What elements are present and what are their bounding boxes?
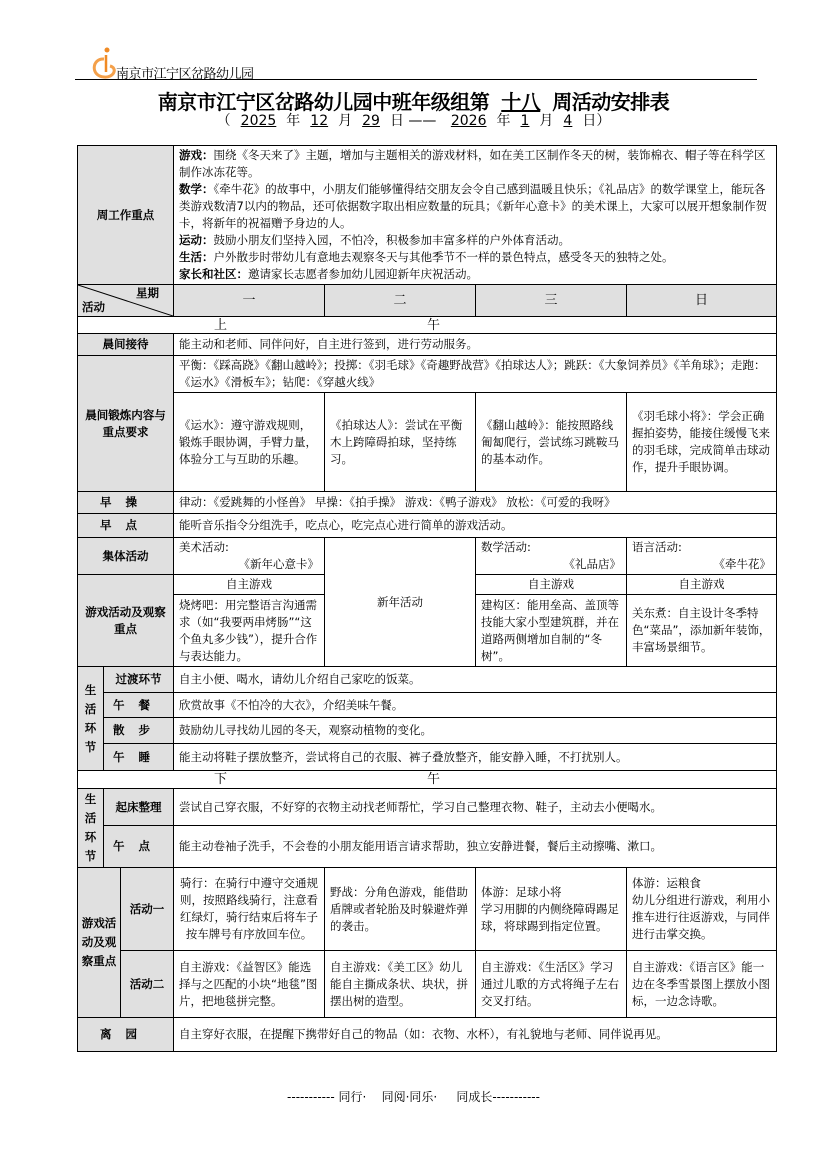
exercise-cell: 《翻山越岭》：能按照路线匍匐爬行，尝试练习跳鞍马的基本动作。 (476, 393, 627, 492)
schedule-table (77, 145, 777, 1052)
group-activity-label: 集体活动 (78, 538, 174, 575)
section-afternoon: 下午 (78, 771, 777, 789)
reception-label: 晨间接待 (78, 334, 174, 356)
life-row-text: 自主小便、喝水，请幼儿介绍自己家吃的饭菜。 (174, 667, 777, 693)
exercise-label: 晨间锻炼内容与重点要求 (78, 356, 174, 492)
exercise-cell: 《运水》：遵守游戏规则，锻炼手眼协调，手臂力量，体验分工与互助的乐趣。 (174, 393, 325, 492)
activity-2-label: 活动二 (121, 951, 174, 1018)
games-label: 游戏活动及观察重点 (78, 575, 174, 667)
footer-motto: ----------- 同行· 同阅·同乐· 同成长----------- (287, 1090, 540, 1104)
reception-text: 能主动和老师、同伴问好，自主进行签到，进行劳动服务。 (174, 334, 777, 356)
section-morning: 上午 (78, 317, 777, 334)
activity-cell: 自主游戏：《益智区》能选择与之匹配的小块“地毯”图片，把地毯拼完整。 (174, 951, 325, 1018)
day-1: 一 (174, 285, 325, 317)
activity-cell: 体游：足球小将 学习用脚的内侧绕障碍踢足球，将球踢到指定位置。 (476, 868, 627, 951)
group-activity-cell: 语言活动: 《牵牛花》 (627, 538, 777, 575)
activity-cell: 自主游戏：《美工区》幼儿能自主撕成条状、块状，拼摆出树的造型。 (325, 951, 476, 1018)
snack-label: 早点 (78, 514, 174, 538)
weekly-focus-item: 游戏：围绕《冬天来了》主题，增加与主题相关的游戏材料，如在美工区制作冬天的树，装饰棉衣、帽子等在科学区制作冰冻花等。 (179, 148, 766, 179)
game-cell: 建构区：能用垒高、盖顶等技能大家小型建筑群，并在道路两侧增加自制的“冬树”。 (476, 595, 627, 667)
life-row-text: 能主动将鞋子摆放整齐，尝试将自己的衣服、裤子叠放整齐，能安静入睡，不打扰别人。 (174, 744, 777, 771)
weekly-focus-item: 家长和社区：邀请家长志愿者参加幼儿园迎新年庆祝活动。 (179, 267, 479, 281)
activity-cell: 骑行：在骑行中遵守交通规则，按照路线骑行，注意看红绿灯，骑行结束后将车子按车牌号有序放回车位。 (174, 868, 325, 951)
page-title: 南京市江宁区岔路幼儿园中班年级组第 十八 周活动安排表 (157, 90, 670, 114)
life-row-label: 过渡环节 (104, 667, 174, 693)
life-row-label: 午点 (104, 826, 174, 868)
group-activity-cell: 数学活动: 《礼品店》 (476, 538, 627, 575)
game-cell: 烧烤吧：用完整语言沟通需求（如“我要两串烤肠”“这个鱼丸多少钱”），提升合作与表达能力。 (174, 595, 325, 667)
header-divider (75, 79, 757, 80)
life-row-text: 鼓励幼儿寻找幼儿园的冬天，观察动植物的变化。 (174, 718, 777, 744)
free-play-label: 自主游戏 (476, 575, 627, 595)
leave-text: 自主穿好衣服，在提醒下携带好自己的物品（如：衣物、水杯），有礼貌地与老师、同伴说再见。 (174, 1018, 777, 1052)
exercise-cell: 《羽毛球小将》：学会正确握拍姿势，能接住缓慢飞来的羽毛球，完成简单击球动作，提升手眼协调。 (627, 393, 777, 492)
life-label: 生活环节 (78, 789, 104, 868)
week-number: 十八 (501, 90, 541, 114)
drill-label: 早操 (78, 492, 174, 514)
weekly-focus-item: 运动：鼓励小朋友们坚持入园，不怕冷，积极参加丰富多样的户外体育活动。 (179, 233, 571, 247)
activity-cell: 体游：运粮食 幼儿分组进行游戏，利用小推车进行往返游戏，与同伴进行击掌交换。 (627, 868, 777, 951)
new-year-activity: 新年活动 (325, 538, 476, 667)
day-header-row (78, 285, 777, 317)
life-row-label: 午睡 (104, 744, 174, 771)
activity-1-label: 活动一 (121, 868, 174, 951)
drill-text: 律动：《爱跳舞的小怪兽》 早操：《拍手操》 游戏：《鸭子游戏》 放松：《可爱的我呀》 (174, 492, 777, 514)
snack-text: 能听音乐指令分组洗手，吃点心，吃完点心进行简单的游戏活动。 (174, 514, 777, 538)
day-4: 日 (627, 285, 777, 317)
exercise-summary: 平衡：《踩高跷》《翻山越岭》；投掷：《羽毛球》《奇趣野战营》《拍球达人》；跳跃：《大象饲养员》《羊角球》；走跑：《运水》《滑板车》；钻爬：《穿越火线》 (174, 356, 777, 393)
life-row-label: 午餐 (104, 693, 174, 718)
life-row-label: 散步 (104, 718, 174, 744)
free-play-label: 自主游戏 (627, 575, 777, 595)
activity-cell: 自主游戏：《语言区》能一边在冬季雪景图上摆放小图标，一边念诗歌。 (627, 951, 777, 1018)
life-label: 生活环节 (78, 667, 104, 771)
group-activity-cell: 美术活动: 《新年心意卡》 (174, 538, 325, 575)
exercise-cell: 《拍球达人》：尝试在平衡木上跨障碍拍球，坚持练习。 (325, 393, 476, 492)
weekly-focus-row (78, 146, 777, 285)
weekly-focus-label: 周工作重点 (78, 146, 174, 285)
date-range: （ 2025 年 12 月 29 日 —— 2026 年 1 月 4 日） (216, 113, 611, 129)
weekly-focus-item: 数学：《牵牛花》的故事中，小朋友们能够懂得结交朋友会令自己感到温暖且快乐；《礼品店》的数学课堂上，能玩各类游戏数清7以内的物品，还可依据数字取出相应数量的玩具；《新年心意卡》的美术课上，大家可以展开想象制作贺卡，将新年的祝福赠予身边的人。 (179, 182, 768, 230)
weekly-focus-content (174, 146, 777, 285)
game-cell: 关东煮：自主设计冬季特色“菜品”，添加新年装饰，丰富场景细节。 (627, 595, 777, 667)
leave-label: 离园 (78, 1018, 174, 1052)
corner-cell: 星期 活动 (78, 285, 174, 317)
activity-cell: 野战：分角色游戏，能借助盾牌或者轮胎及时躲避炸弹的袭击。 (325, 868, 476, 951)
day-3: 三 (476, 285, 627, 317)
life-row-label: 起床整理 (104, 789, 174, 826)
life-row-text: 尝试自己穿衣服，不好穿的衣物主动找老师帮忙，学习自己整理衣物、鞋子，主动去小便喝水。 (174, 789, 777, 826)
life-row-text: 欣赏故事《不怕冷的大衣》，介绍美味午餐。 (174, 693, 777, 718)
free-play-label: 自主游戏 (174, 575, 325, 595)
life-row-text: 能主动卷袖子洗手，不会卷的小朋友能用语言请求帮助，独立安静进餐，餐后主动擦嘴、漱口。 (174, 826, 777, 868)
weekly-focus-item: 生活：户外散步时带幼儿有意地去观察冬天与其他季节不一样的景色特点，感受冬天的独特之处。 (179, 250, 674, 264)
activity-cell: 自主游戏：《生活区》学习通过儿歌的方式将绳子左右交叉打结。 (476, 951, 627, 1018)
pm-games-label: 游戏活动及观察重点 (78, 868, 121, 1018)
school-name: 南京市江宁区岔路幼儿园 (116, 67, 254, 82)
day-2: 二 (325, 285, 476, 317)
